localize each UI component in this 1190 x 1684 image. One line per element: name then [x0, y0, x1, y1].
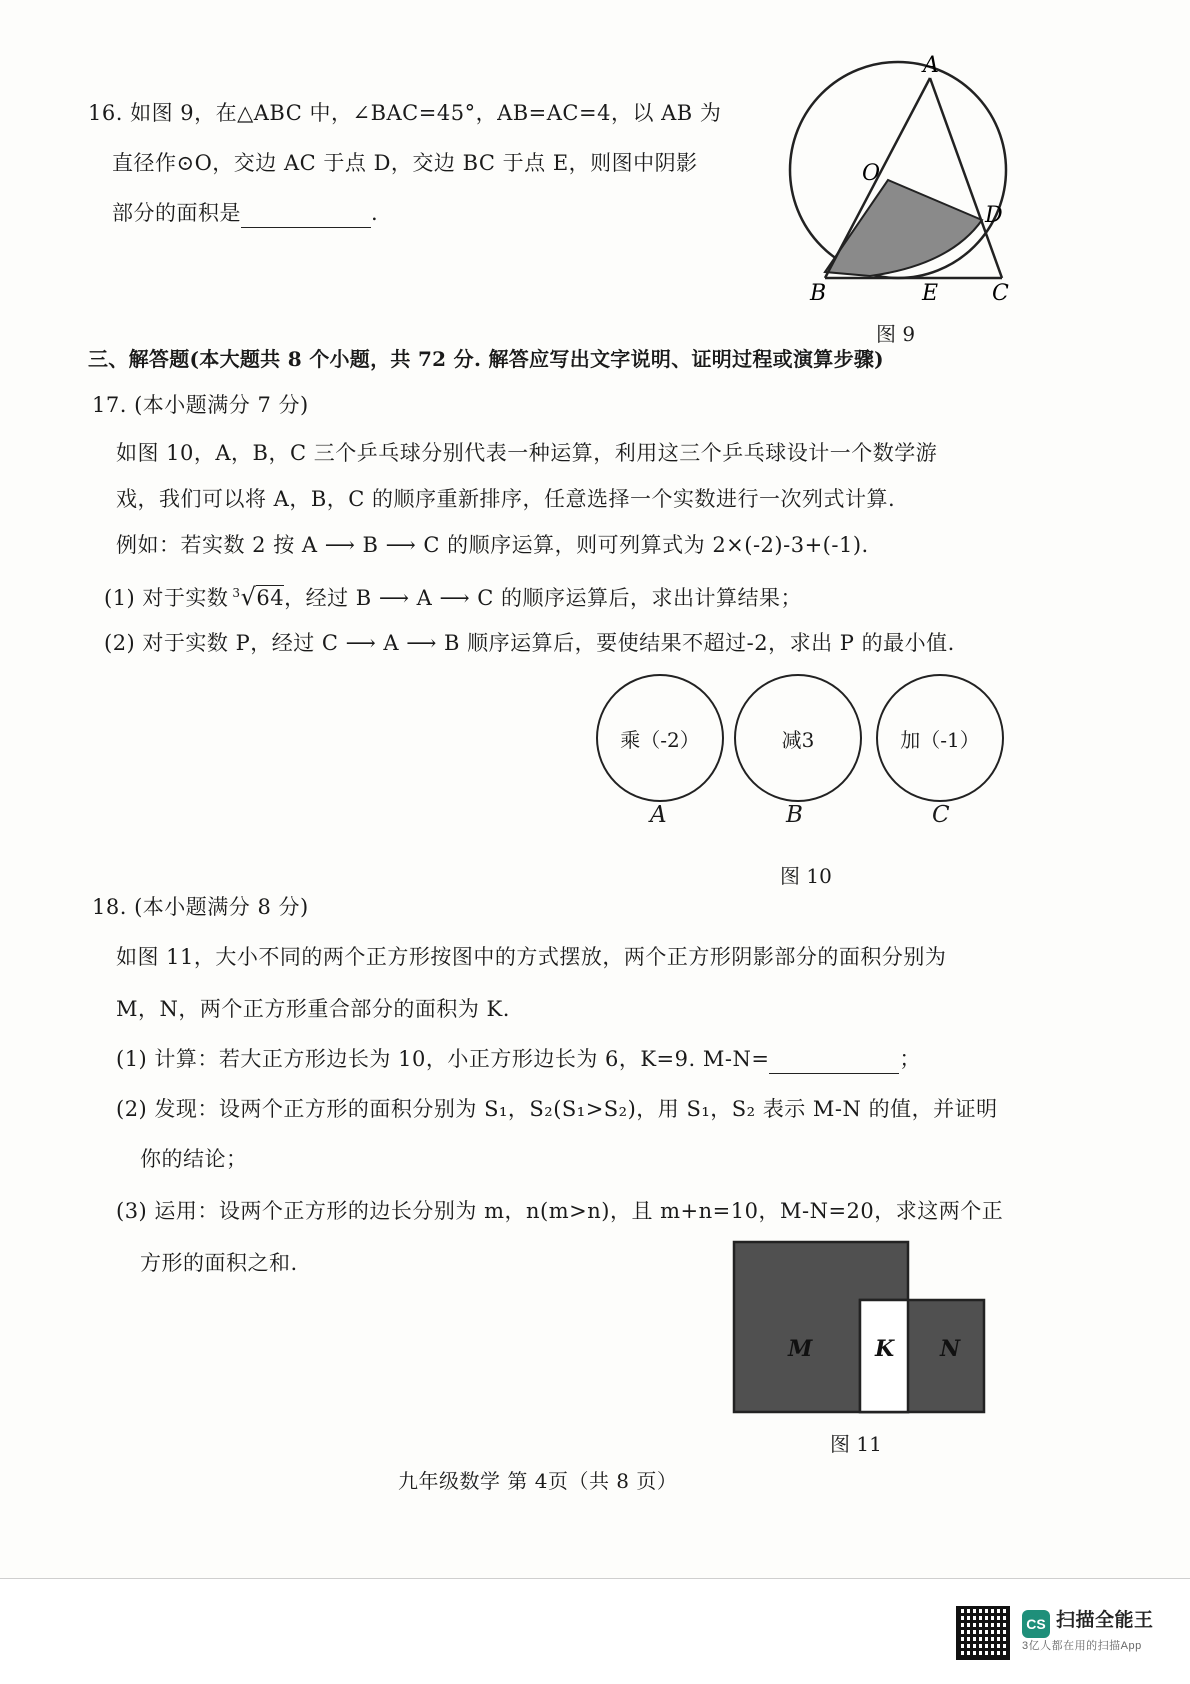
q16-line1: 16. 如图 9，在△ABC 中，∠BAC=45°，AB=AC=4，以 AB 为 — [88, 101, 722, 125]
ball-c: 加（-1） — [876, 674, 1004, 802]
ball-a: 乘（-2） — [596, 674, 724, 802]
q17-p1: 如图 10，A，B，C 三个乒乓球分别代表一种运算，利用这三个乒乓球设计一个数学游 — [116, 441, 938, 465]
q17-p2: 戏，我们可以将 A，B，C 的顺序重新排序，任意选择一个实数进行一次列式计算. — [116, 487, 896, 511]
q17-title: 17. (本小题满分 7 分) — [92, 393, 309, 417]
label-o: O — [862, 161, 881, 186]
label-c: C — [992, 281, 1009, 306]
q18-p1: 如图 11，大小不同的两个正方形按图中的方式摆放，两个正方形阴影部分的面积分别为 — [116, 945, 947, 969]
ball-b: 减3 — [734, 674, 862, 802]
watermark-tagline: 3亿人都在用的扫描App — [1022, 1640, 1142, 1652]
q18-title: 18. (本小题满分 8 分) — [92, 895, 309, 919]
label-k: K — [875, 1336, 895, 1362]
figure-9 — [770, 50, 1030, 330]
radical-sign-icon: √ — [240, 583, 257, 611]
watermark-brand: 扫描全能王 — [1056, 1610, 1154, 1631]
q18-s2a: (2) 发现：设两个正方形的面积分别为 S₁，S₂(S₁>S₂)，用 S₁，S₂ 表示 M-N 的值，并证明 — [116, 1097, 998, 1121]
ball-b-label: B — [786, 802, 803, 828]
watermark-bar — [0, 1579, 1190, 1684]
q17-s1-pre: (1) 对于实数 — [104, 586, 229, 610]
q16-answer-blank — [241, 227, 371, 228]
shaded-region — [825, 180, 982, 276]
q18-s3a: (3) 运用：设两个正方形的边长分别为 m，n(m>n)，且 m+n=10，M-N=20，求这两个正 — [116, 1199, 1004, 1223]
section-3-heading: 三、解答题(本大题共 8 个小题，共 72 分. 解答应写出文字说明、证明过程或演算步骤) — [88, 347, 884, 371]
q18-p2: M，N，两个正方形重合部分的面积为 K. — [116, 997, 510, 1021]
radicand: 64 — [256, 586, 285, 610]
q18-s1-text: (1) 计算：若大正方形边长为 10，小正方形边长为 6，K=9. M-N= — [116, 1047, 770, 1071]
label-n: N — [940, 1336, 961, 1362]
q18-answer-blank — [769, 1073, 899, 1074]
q16-line2: 直径作⊙O，交边 AC 于点 D，交边 BC 于点 E，则图中阴影 — [112, 151, 698, 175]
ball-a-label: A — [650, 802, 667, 828]
q18-s2b: 你的结论； — [140, 1147, 248, 1171]
q17-p3: 例如：若实数 2 按 A ⟶ B ⟶ C 的顺序运算，则可列算式为 2×(-2)-3+(-1). — [116, 533, 869, 557]
q16-line3-end: . — [371, 201, 379, 225]
figure-11 — [730, 1238, 990, 1416]
q16-line3 — [112, 198, 378, 228]
q17-s1 — [104, 578, 802, 613]
label-b: B — [810, 281, 827, 306]
qr-code-icon — [956, 1606, 1010, 1660]
page-footer: 九年级数学 第 4页（共 8 页） — [398, 1469, 678, 1493]
label-a: A — [923, 53, 939, 78]
label-e: E — [922, 281, 939, 306]
figure-9-caption: 图 9 — [876, 322, 916, 346]
q18-s3b: 方形的面积之和. — [140, 1251, 298, 1275]
label-m: M — [788, 1336, 813, 1362]
camscanner-logo-icon: CS — [1022, 1610, 1050, 1638]
root-index: 3 — [232, 586, 241, 600]
q18-s1-end: ； — [899, 1047, 921, 1071]
q17-s2: (2) 对于实数 P，经过 C ⟶ A ⟶ B 顺序运算后，要使结果不超过-2，求出 P 的最小值. — [104, 631, 955, 655]
ball-c-label: C — [932, 802, 950, 828]
q18-s1 — [116, 1044, 921, 1074]
q17-s1-post: ，经过 B ⟶ A ⟶ C 的顺序运算后，求出计算结果； — [284, 586, 803, 610]
label-d: D — [985, 203, 1003, 228]
q16-line3-text: 部分的面积是 — [112, 201, 241, 225]
figure-10-caption: 图 10 — [780, 864, 832, 888]
figure-11-caption: 图 11 — [830, 1432, 882, 1456]
